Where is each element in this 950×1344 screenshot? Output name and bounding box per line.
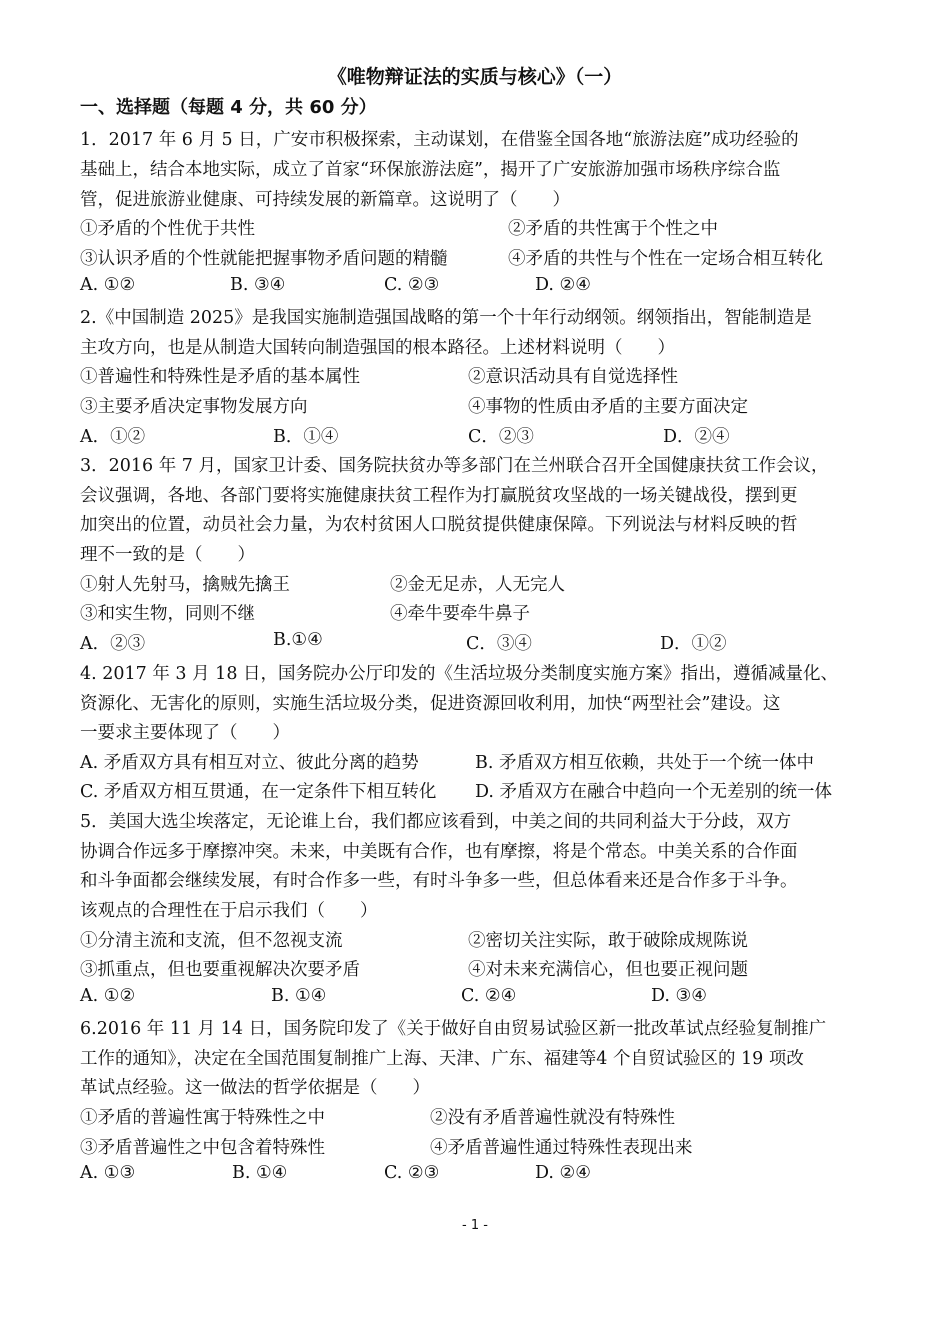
- question-2-option-2: ②意识活动具有自觉选择性: [468, 367, 678, 387]
- question-1-answer-a: A. ①②: [80, 275, 136, 295]
- question-3-option-1: ①射人先射马，擒贼先擒王: [80, 575, 290, 595]
- question-2-answer-d: D．②④: [663, 427, 730, 447]
- question-5-line-3: 和斗争面都会继续发展，有时合作多一些，有时斗争多一些，但总体看来还是合作多于斗争。: [80, 871, 798, 891]
- question-5-line-2: 协调合作远多于摩擦冲突。未来，中美既有合作，也有摩擦，将是个常态。中美关系的合作面: [80, 842, 798, 862]
- question-3-line-3: 加突出的位置，动员社会力量，为农村贫困人口脱贫提供健康保障。下列说法与材料反映的哲: [80, 515, 798, 535]
- question-4-option-c: C. 矛盾双方相互贯通，在一定条件下相互转化: [80, 782, 437, 802]
- question-1-option-2: ②矛盾的共性寓于个性之中: [508, 219, 718, 239]
- question-1-option-4: ④矛盾的共性与个性在一定场合相互转化: [508, 249, 823, 269]
- question-5-line-1: 5．美国大选尘埃落定，无论谁上台，我们都应该看到，中美之间的共同利益大于分歧，双方: [80, 812, 792, 832]
- section-heading: 一、选择题（每题 4 分，共 60 分）: [80, 97, 377, 118]
- question-2-option-1: ①普遍性和特殊性是矛盾的基本属性: [80, 367, 360, 387]
- question-1-line-2: 基础上，结合本地实际，成立了首家“环保旅游法庭”，揭开了广安旅游加强市场秩序综合监: [80, 160, 781, 180]
- question-1-line-3: 管，促进旅游业健康、可持续发展的新篇章。这说明了（ ）: [80, 190, 570, 210]
- question-4-line-2: 资源化、无害化的原则，实施生活垃圾分类，促进资源回收利用，加快“两型社会”建设。这: [80, 694, 781, 714]
- question-3-answer-b: B.①④: [273, 630, 323, 650]
- question-2-answer-b: B．①④: [273, 427, 339, 447]
- document-title: 《唯物辩证法的实质与核心》（一）: [327, 66, 623, 88]
- question-6-line-3: 革试点经验。这一做法的哲学依据是（ ）: [80, 1078, 430, 1098]
- question-2-line-1: 2.《中国制造 2025》是我国实施制造强国战略的第一个十年行动纲领。纲领指出，智能制造是: [80, 308, 812, 328]
- question-5-answer-c: C. ②④: [461, 986, 517, 1006]
- question-1-option-3: ③认识矛盾的个性就能把握事物矛盾问题的精髓: [80, 249, 448, 269]
- question-1-answer-c: C. ②③: [384, 275, 440, 295]
- question-4-line-1: 4. 2017 年 3 月 18 日，国务院办公厅印发的《生活垃圾分类制度实施方案》指出，遵循减量化、: [80, 664, 839, 684]
- question-3-line-2: 会议强调，各地、各部门要将实施健康扶贫工程作为打赢脱贫攻坚战的一场关键战役，摆到更: [80, 486, 798, 506]
- question-3-option-2: ②金无足赤，人无完人: [390, 575, 565, 595]
- question-6-answer-c: C. ②③: [384, 1163, 440, 1183]
- question-6-line-2: 工作的通知》，决定在全国范围复制推广上海、天津、广东、福建等4 个自贸试验区的 19 项改: [80, 1049, 804, 1069]
- question-4-option-a: A. 矛盾双方具有相互对立、彼此分离的趋势: [80, 753, 419, 773]
- question-5-answer-a: A. ①②: [80, 986, 136, 1006]
- question-5-line-4: 该观点的合理性在于启示我们（ ）: [80, 901, 378, 921]
- question-1-option-1: ①矛盾的个性优于共性: [80, 219, 255, 239]
- question-5-option-4: ④对未来充满信心，但也要正视问题: [468, 960, 748, 980]
- question-4-option-d: D. 矛盾双方在融合中趋向一个无差别的统一体: [475, 782, 833, 802]
- question-6-option-2: ②没有矛盾普遍性就没有特殊性: [430, 1108, 675, 1128]
- question-6-option-1: ①矛盾的普遍性寓于特殊性之中: [80, 1108, 325, 1128]
- question-3-answer-c: C．③④: [466, 634, 532, 654]
- question-3-answer-d: D．①②: [660, 634, 727, 654]
- question-1-answer-b: B. ③④: [230, 275, 286, 295]
- question-3-answer-a: A．②③: [80, 634, 146, 654]
- question-2-option-3: ③主要矛盾决定事物发展方向: [80, 397, 308, 417]
- question-2-option-4: ④事物的性质由矛盾的主要方面决定: [468, 397, 748, 417]
- question-5-answer-b: B. ①④: [271, 986, 327, 1006]
- question-6-answer-d: D. ②④: [535, 1163, 591, 1183]
- question-6-line-1: 6.2016 年 11 月 14 日，国务院印发了《关于做好自由贸易试验区新一批改革试点经验复制推广: [80, 1019, 827, 1039]
- question-3-option-4: ④牵牛要牵牛鼻子: [390, 604, 530, 624]
- question-2-answer-c: C．②③: [468, 427, 534, 447]
- question-2-answer-a: A．①②: [80, 427, 146, 447]
- question-1-answer-d: D. ②④: [535, 275, 591, 295]
- page-number: - 1 -: [462, 1218, 488, 1233]
- question-4-option-b: B. 矛盾双方相互依赖，共处于一个统一体中: [475, 753, 814, 773]
- question-6-option-4: ④矛盾普遍性通过特殊性表现出来: [430, 1138, 693, 1158]
- question-3-line-1: 3．2016 年 7 月，国家卫计委、国务院扶贫办等多部门在兰州联合召开全国健康扶贫工作会议，: [80, 456, 829, 476]
- question-5-answer-d: D. ③④: [651, 986, 707, 1006]
- question-3-option-3: ③和实生物，同则不继: [80, 604, 255, 624]
- question-6-option-3: ③矛盾普遍性之中包含着特殊性: [80, 1138, 325, 1158]
- question-4-line-3: 一要求主要体现了（ ）: [80, 723, 290, 743]
- question-5-option-2: ②密切关注实际，敢于破除成规陈说: [468, 931, 748, 951]
- question-5-option-1: ①分清主流和支流，但不忽视支流: [80, 931, 343, 951]
- question-6-answer-b: B. ①④: [232, 1163, 288, 1183]
- question-1-line-1: 1．2017 年 6 月 5 日，广安市积极探索，主动谋划，在借鉴全国各地“旅游法庭”成功经验的: [80, 130, 799, 150]
- question-5-option-3: ③抓重点，但也要重视解决次要矛盾: [80, 960, 360, 980]
- question-2-line-2: 主攻方向，也是从制造大国转向制造强国的根本路径。上述材料说明（ ）: [80, 338, 675, 358]
- question-6-answer-a: A. ①③: [80, 1163, 136, 1183]
- question-3-line-4: 理不一致的是（ ）: [80, 545, 255, 565]
